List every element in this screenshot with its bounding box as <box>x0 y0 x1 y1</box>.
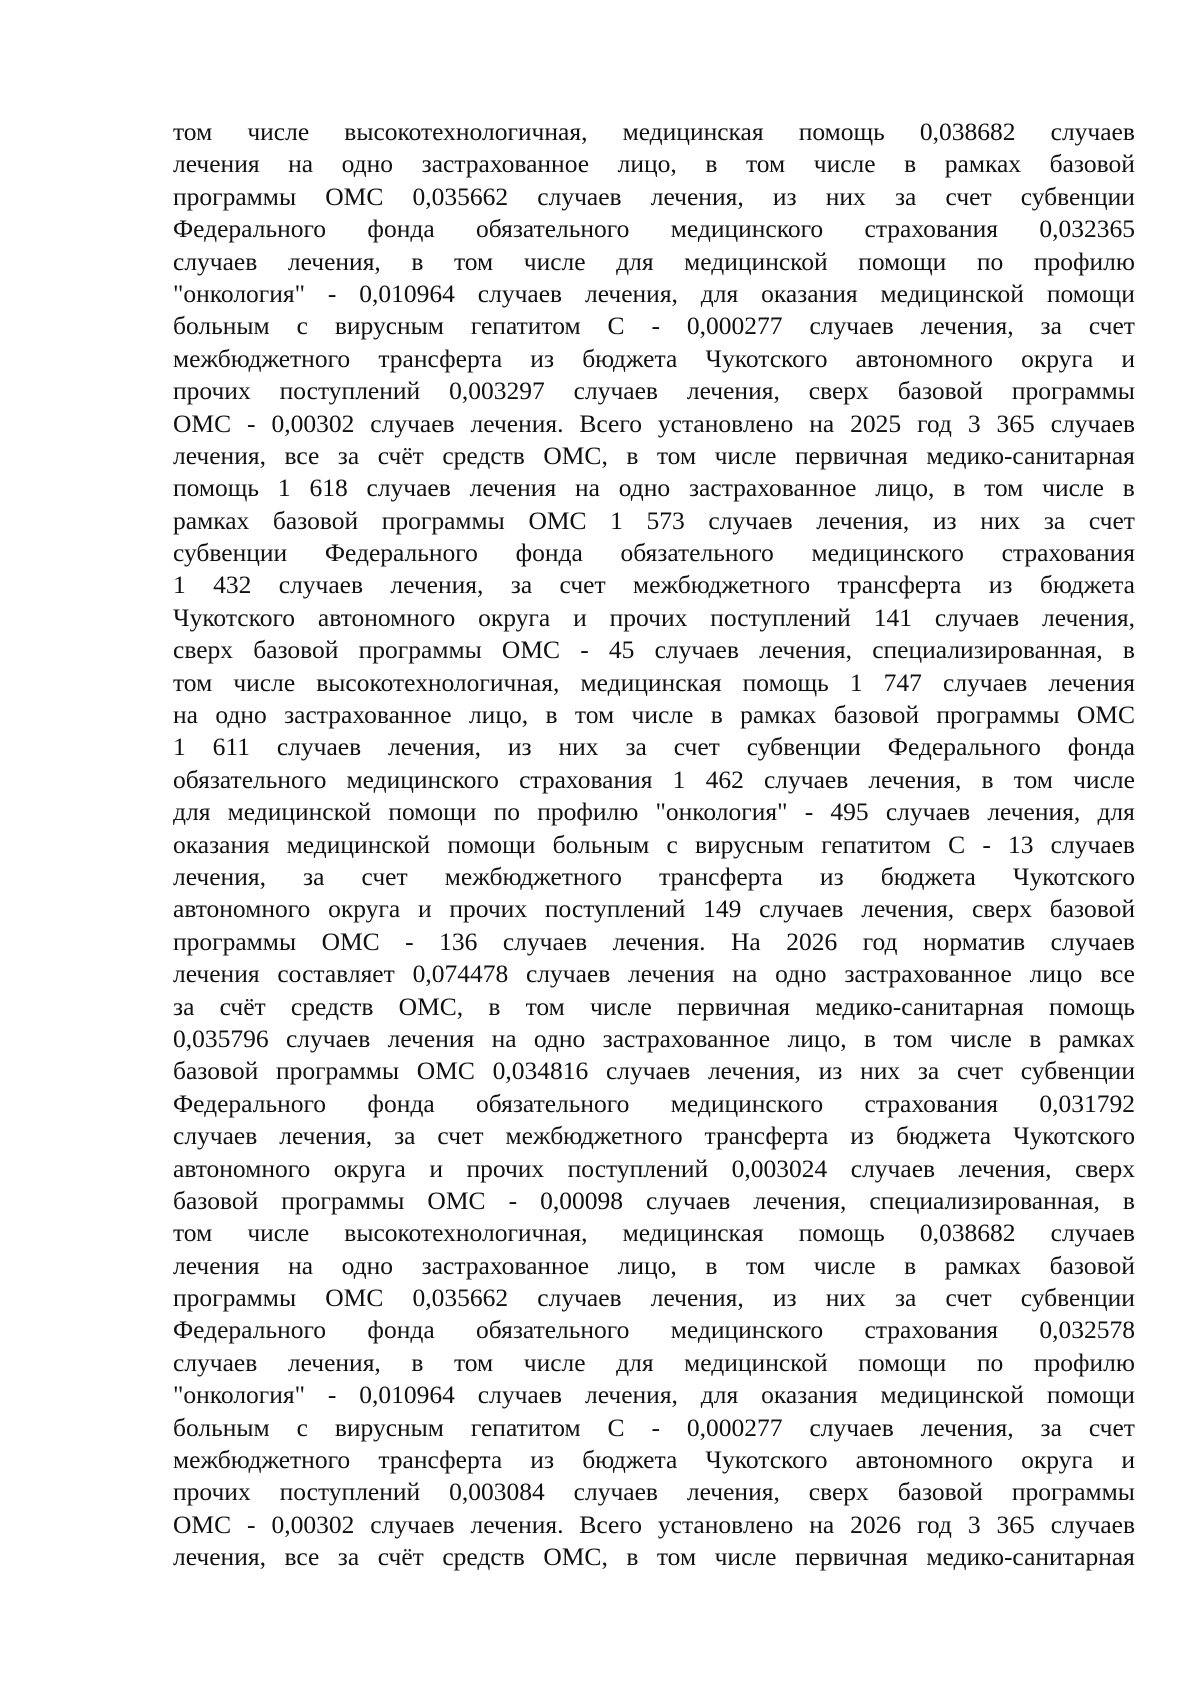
text-line: больным с вирусным гепатитом С - 0,000277 случаев лечения, за счет <box>173 311 1135 341</box>
text-line: программы ОМС 0,035662 случаев лечения, из них за счет субвенции <box>173 181 1135 211</box>
text-line: 0,035796 случаев лечения на одно застрахованное лицо, в том числе в рамках <box>173 1023 1135 1053</box>
text-line: межбюджетного трансферта из бюджета Чукотского автономного округа и <box>173 1445 1135 1475</box>
body-text <box>173 116 1135 1574</box>
text-line: лечения, все за счёт средств ОМС, в том числе первичная медико-санитарная <box>173 440 1135 470</box>
text-line: Федерального фонда обязательного медицинского страхования 0,032365 <box>173 214 1135 244</box>
text-line: лечения составляет 0,074478 случаев лечения на одно застрахованное лицо все <box>173 959 1135 989</box>
text-line: случаев лечения, в том числе для медицинской помощи по профилю <box>173 1347 1135 1377</box>
text-line: автономного округа и прочих поступлений 0,003024 случаев лечения, сверх <box>173 1153 1135 1183</box>
text-line: базовой программы ОМС - 0,00098 случаев лечения, специализированная, в <box>173 1185 1135 1215</box>
text-line: автономного округа и прочих поступлений 149 случаев лечения, сверх базовой <box>173 894 1135 924</box>
text-line: "онкология" - 0,010964 случаев лечения, для оказания медицинской помощи <box>173 1380 1135 1410</box>
text-line: том числе высокотехнологичная, медицинская помощь 0,038682 случаев <box>173 1218 1135 1248</box>
text-line: ОМС - 0,00302 случаев лечения. Всего установлено на 2026 год 3 365 случаев <box>173 1509 1135 1539</box>
text-line: Федерального фонда обязательного медицинского страхования 0,031792 <box>173 1088 1135 1118</box>
text-line: за счёт средств ОМС, в том числе первичная медико-санитарная помощь <box>173 991 1135 1021</box>
text-line: рамках базовой программы ОМС 1 573 случаев лечения, из них за счет <box>173 505 1135 535</box>
text-line: помощь 1 618 случаев лечения на одно застрахованное лицо, в том числе в <box>173 473 1135 503</box>
text-line: оказания медицинской помощи больным с вирусным гепатитом С - 13 случаев <box>173 829 1135 859</box>
text-line: случаев лечения, за счет межбюджетного трансферта из бюджета Чукотского <box>173 1121 1135 1151</box>
text-line: обязательного медицинского страхования 1 462 случаев лечения, в том числе <box>173 764 1135 794</box>
text-line: больным с вирусным гепатитом С - 0,000277 случаев лечения, за счет <box>173 1412 1135 1442</box>
text-line: на одно застрахованное лицо, в том числе в рамках базовой программы ОМС <box>173 700 1135 730</box>
text-line: 1 611 случаев лечения, из них за счет субвенции Федерального фонда <box>173 732 1135 762</box>
text-line: прочих поступлений 0,003084 случаев лечения, сверх базовой программы <box>173 1477 1135 1507</box>
text-line: субвенции Федерального фонда обязательного медицинского страхования <box>173 538 1135 568</box>
text-line: прочих поступлений 0,003297 случаев лечения, сверх базовой программы <box>173 376 1135 406</box>
text-line: лечения, все за счёт средств ОМС, в том числе первичная медико-санитарная <box>173 1542 1135 1572</box>
text-line: лечения, за счет межбюджетного трансферта из бюджета Чукотского <box>173 861 1135 891</box>
text-line: сверх базовой программы ОМС - 45 случаев лечения, специализированная, в <box>173 635 1135 665</box>
text-line: "онкология" - 0,010964 случаев лечения, для оказания медицинской помощи <box>173 278 1135 308</box>
text-line: случаев лечения, в том числе для медицинской помощи по профилю <box>173 246 1135 276</box>
text-line: межбюджетного трансферта из бюджета Чукотского автономного округа и <box>173 343 1135 373</box>
text-line: лечения на одно застрахованное лицо, в том числе в рамках базовой <box>173 149 1135 179</box>
text-line: для медицинской помощи по профилю "онкология" - 495 случаев лечения, для <box>173 797 1135 827</box>
text-line: программы ОМС - 136 случаев лечения. На 2026 год норматив случаев <box>173 926 1135 956</box>
text-line: Чукотского автономного округа и прочих поступлений 141 случаев лечения, <box>173 602 1135 632</box>
text-line: базовой программы ОМС 0,034816 случаев лечения, из них за счет субвенции <box>173 1056 1135 1086</box>
text-line: ОМС - 0,00302 случаев лечения. Всего установлено на 2025 год 3 365 случаев <box>173 408 1135 438</box>
text-line: том числе высокотехнологичная, медицинская помощь 0,038682 случаев <box>173 117 1135 146</box>
text-line: лечения на одно застрахованное лицо, в том числе в рамках базовой <box>173 1250 1135 1280</box>
text-line: программы ОМС 0,035662 случаев лечения, из них за счет субвенции <box>173 1283 1135 1313</box>
text-line: том числе высокотехнологичная, медицинская помощь 1 747 случаев лечения <box>173 667 1135 697</box>
text-line: Федерального фонда обязательного медицинского страхования 0,032578 <box>173 1315 1135 1345</box>
text-line: 1 432 случаев лечения, за счет межбюджетного трансферта из бюджета <box>173 570 1135 600</box>
